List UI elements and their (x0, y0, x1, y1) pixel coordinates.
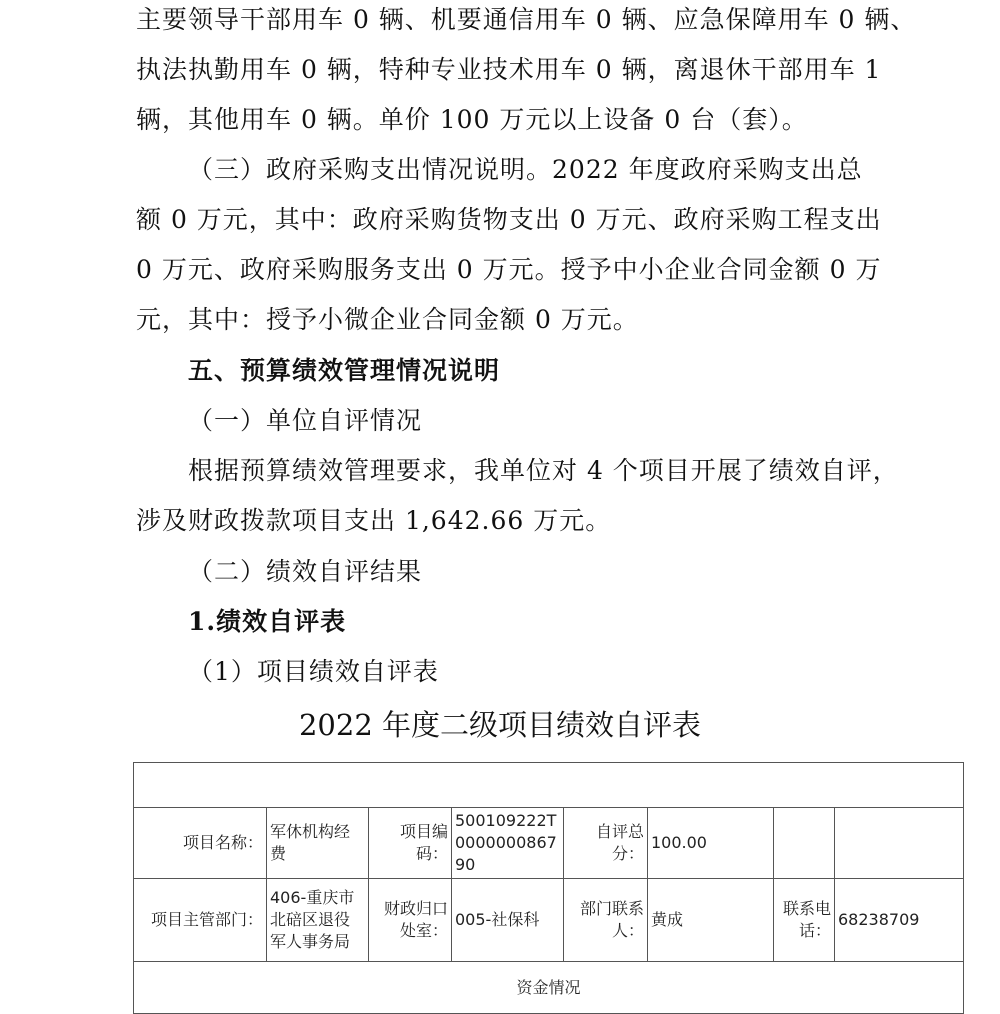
table-row (134, 763, 964, 808)
paragraph-line: 执法执勤用车 0 辆，特种专业技术用车 0 辆，离退休干部用车 1 (136, 55, 882, 84)
funds-header-cell: 资金情况 (134, 962, 964, 1014)
paragraph-line: 涉及财政拨款项目支出 1,642.66 万元。 (136, 506, 612, 535)
subsection-heading: （二）绩效自评结果 (188, 557, 423, 586)
self-score-value: 100.00 (648, 808, 774, 879)
table-title: 2022 年度二级项目绩效自评表 (298, 708, 702, 742)
project-name-label: 项目名称： (134, 808, 267, 879)
paragraph-line: 额 0 万元，其中：政府采购货物支出 0 万元、政府采购工程支出 (136, 205, 882, 234)
finance-office-value: 005-社保科 (452, 879, 564, 962)
project-name-value: 军休机构经费 (267, 808, 369, 879)
subsection-heading: （一）单位自评情况 (188, 406, 423, 435)
project-code-label: 项目编码： (369, 808, 452, 879)
empty-cell (774, 808, 835, 879)
table-row (134, 962, 964, 1014)
dept-contact-label: 部门联系人： (564, 879, 648, 962)
paragraph-line: 0 万元、政府采购服务支出 0 万元。授予中小企业合同金额 0 万 (136, 255, 882, 284)
dept-contact-value: 黄成 (648, 879, 774, 962)
paragraph-line: 主要领导干部用车 0 辆、机要通信用车 0 辆、应急保障用车 0 辆、 (136, 5, 917, 34)
phone-value: 68238709 (835, 879, 964, 962)
table-row (134, 879, 964, 962)
paragraph-line: 根据预算绩效管理要求，我单位对 4 个项目开展了绩效自评， (188, 456, 899, 485)
finance-office-label: 财政归口处室： (369, 879, 452, 962)
table-section-heading: 1.绩效自评表 (188, 607, 347, 636)
table-row (134, 808, 964, 879)
phone-label: 联系电话： (774, 879, 835, 962)
self-score-label: 自评总分： (564, 808, 648, 879)
project-code-value: 500109222T000000086790 (452, 808, 564, 879)
managing-dept-label: 项目主管部门： (134, 879, 267, 962)
paragraph-line: 元，其中：授予小微企业合同金额 0 万元。 (136, 305, 639, 334)
table-subheading: （1）项目绩效自评表 (188, 657, 439, 686)
blank-header-cell (134, 763, 964, 808)
managing-dept-value: 406-重庆市北碚区退役军人事务局 (267, 879, 369, 962)
paragraph-line: 辆，其他用车 0 辆。单价 100 万元以上设备 0 台（套）。 (136, 105, 808, 134)
paragraph-line: （三）政府采购支出情况说明。2022 年度政府采购支出总 (188, 155, 863, 184)
section-heading: 五、预算绩效管理情况说明 (188, 356, 501, 385)
evaluation-table (133, 762, 964, 1014)
empty-cell (835, 808, 964, 879)
